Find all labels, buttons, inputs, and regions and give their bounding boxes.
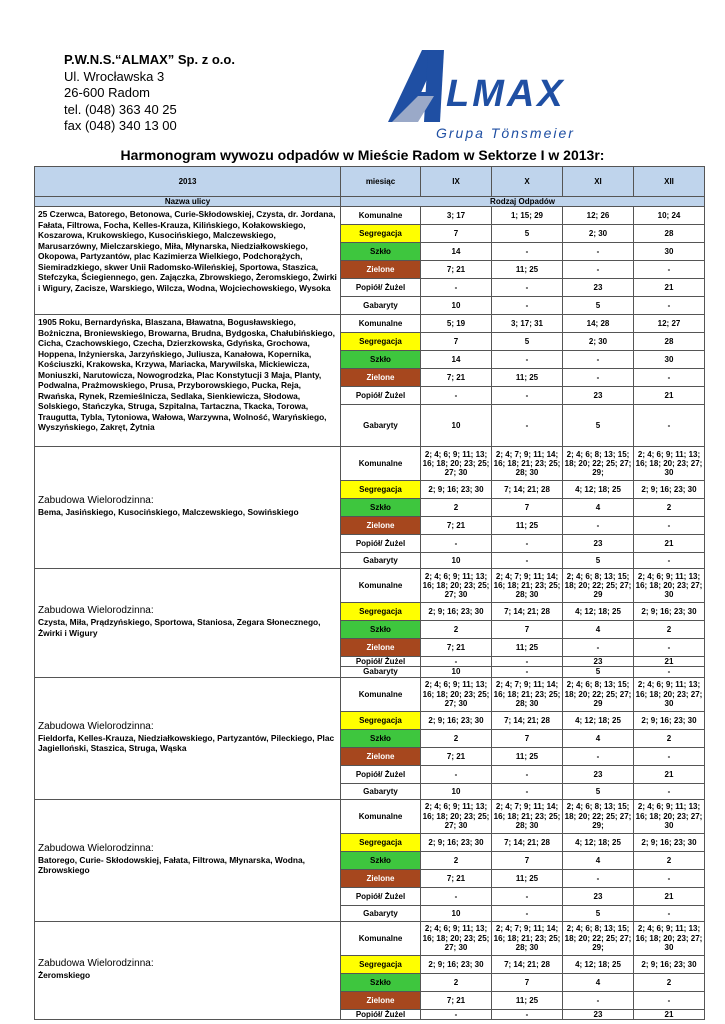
pickup-dates-cell: 11; 25 — [492, 369, 563, 387]
waste-type-cell: Komunalne — [341, 569, 421, 603]
pickup-dates-cell: 2; 4; 6; 8; 13; 15; 18; 20; 22; 25; 27; 29; — [563, 799, 634, 833]
pickup-dates-cell: 5 — [563, 783, 634, 799]
pickup-dates-cell: - — [421, 1009, 492, 1019]
pickup-dates-cell: - — [563, 261, 634, 279]
pickup-dates-cell: 23 — [563, 1009, 634, 1019]
pickup-dates-cell: - — [563, 243, 634, 261]
pickup-dates-cell: 7; 21 — [421, 747, 492, 765]
pickup-dates-cell: - — [634, 639, 705, 657]
pickup-dates-cell: - — [563, 517, 634, 535]
pickup-dates-cell: 7; 14; 21; 28 — [492, 833, 563, 851]
pickup-dates-cell: 21 — [634, 387, 705, 405]
waste-type-cell: Popiół/ Żużel — [341, 1009, 421, 1019]
pickup-dates-cell: - — [492, 279, 563, 297]
pickup-dates-cell: 12; 27 — [634, 315, 705, 333]
pickup-dates-cell: 7 — [492, 729, 563, 747]
pickup-dates-cell: 2 — [421, 499, 492, 517]
street-list: Bema, Jasińskiego, Kusocińskiego, Malczewskiego, Sowińskiego — [38, 507, 299, 518]
pickup-dates-cell: 28 — [634, 333, 705, 351]
pickup-dates-cell: 2; 9; 16; 23; 30 — [421, 603, 492, 621]
waste-type-cell: Komunalne — [341, 315, 421, 333]
waste-type-cell: Segregacja — [341, 603, 421, 621]
pickup-dates-cell: 11; 25 — [492, 261, 563, 279]
pickup-dates-cell: 2; 4; 6; 9; 11; 13; 16; 18; 20; 23; 27; 30 — [634, 677, 705, 711]
pickup-dates-cell: - — [563, 747, 634, 765]
waste-type-cell: Segregacja — [341, 225, 421, 243]
pickup-dates-cell: - — [492, 553, 563, 569]
schedule-row — [35, 921, 705, 955]
pickup-dates-cell: 4; 12; 18; 25 — [563, 603, 634, 621]
building-type-label: Zabudowa Wielorodzinna: — [38, 605, 154, 617]
street-list: Batorego, Curie- Skłodowskiej, Fałata, Filtrowa, Młynarska, Wodna, Zbrowskiego — [38, 854, 305, 876]
pickup-dates-cell: 2 — [421, 729, 492, 747]
schedule-row — [35, 207, 705, 225]
pickup-dates-cell: 2; 9; 16; 23; 30 — [634, 481, 705, 499]
pickup-dates-cell: 7 — [492, 851, 563, 869]
pickup-dates-cell: 10 — [421, 667, 492, 677]
pickup-dates-cell: 21 — [634, 887, 705, 905]
waste-type-cell: Zielone — [341, 991, 421, 1009]
pickup-dates-cell: - — [634, 783, 705, 799]
pickup-dates-cell: 2; 4; 6; 9; 11; 13; 16; 18; 20; 23; 27; 30 — [634, 447, 705, 481]
pickup-dates-cell: 14 — [421, 243, 492, 261]
pickup-dates-cell: 5 — [492, 333, 563, 351]
pickup-dates-cell: - — [492, 783, 563, 799]
street-list-cell — [35, 799, 341, 921]
pickup-dates-cell: 7 — [421, 333, 492, 351]
pickup-dates-cell: - — [421, 279, 492, 297]
pickup-dates-cell: 4 — [563, 729, 634, 747]
street-list-cell — [35, 677, 341, 799]
pickup-dates-cell: 2; 4; 6; 9; 11; 13; 16; 18; 20; 23; 27; 30 — [634, 921, 705, 955]
month-header: XII — [634, 167, 705, 197]
pickup-dates-cell: 5 — [563, 905, 634, 921]
pickup-dates-cell: 11; 25 — [492, 639, 563, 657]
logo-subtitle: Grupa Tönsmeier — [436, 125, 575, 141]
pickup-dates-cell: 2; 9; 16; 23; 30 — [634, 711, 705, 729]
pickup-dates-cell: 2; 4; 7; 9; 11; 14; 16; 18; 21; 23; 25; 28; 30 — [492, 799, 563, 833]
pickup-dates-cell: 3; 17 — [421, 207, 492, 225]
pickup-dates-cell: 2; 30 — [563, 225, 634, 243]
waste-type-cell: Gabaryty — [341, 405, 421, 447]
pickup-dates-cell: 2; 4; 6; 8; 13; 15; 18; 20; 22; 25; 27; 29 — [563, 569, 634, 603]
pickup-dates-cell: 4; 12; 18; 25 — [563, 833, 634, 851]
pickup-dates-cell: 2; 4; 7; 9; 11; 14; 16; 18; 21; 23; 25; 28; 30 — [492, 921, 563, 955]
company-city: 26-600 Radom — [64, 85, 150, 100]
pickup-dates-cell: 2; 4; 6; 8; 13; 15; 18; 20; 22; 25; 27; 29; — [563, 447, 634, 481]
document-title: Harmonogram wywozu odpadów w Mieście Radom w Sektorze I w 2013r: — [120, 147, 605, 163]
pickup-dates-cell: - — [563, 991, 634, 1009]
waste-type-cell: Szkło — [341, 243, 421, 261]
pickup-dates-cell: 2 — [634, 621, 705, 639]
logo-word: LMAX — [446, 73, 566, 115]
waste-type-cell: Szkło — [341, 729, 421, 747]
company-info — [64, 52, 235, 135]
waste-type-cell: Popiół/ Żużel — [341, 765, 421, 783]
pickup-dates-cell: 7; 21 — [421, 261, 492, 279]
pickup-dates-cell: - — [421, 887, 492, 905]
street-list: Żeromskiego — [38, 969, 91, 980]
street-list-cell: 25 Czerwca, Batorego, Betonowa, Curie-Skłodowskiej, Czysta, dr. Jordana, Fałata, Filtrowa, Focha, Kelles-Krauza, Kilińskiego, Kołakowskiego, Koszarowa, Krukowskiego, Kusocińskiego, Malczewskiego, Marusarzówny, Mielczarskiego, Miła, Młynarska, Niedziałkowskiego, Okopowa, Partyzantów, plac Kazimierza Wielkiego, Podchorążych, Siemiradzkiego, skwer Unii Radomsko-Wileńskiej, Sportowa, Staszica, Stefczyka, Ściegiennego, gen. Zajączka, Zbrowskiego, Żeromskiego, Żwirki i Wigury, Zacisze, Warskiego, Wilcza, Wodna, Wojciechowskiego, Wysoka — [35, 207, 341, 315]
street-list-cell — [35, 447, 341, 569]
pickup-dates-cell: 21 — [634, 535, 705, 553]
waste-type-cell: Zielone — [341, 517, 421, 535]
pickup-dates-cell: - — [634, 869, 705, 887]
pickup-dates-cell: 23 — [563, 765, 634, 783]
pickup-dates-cell: 5 — [563, 297, 634, 315]
schedule-table — [34, 166, 705, 1020]
waste-type-cell: Zielone — [341, 747, 421, 765]
pickup-dates-cell: 1; 15; 29 — [492, 207, 563, 225]
waste-type-cell: Komunalne — [341, 677, 421, 711]
schedule-row — [35, 315, 705, 333]
pickup-dates-cell: 5 — [563, 667, 634, 677]
pickup-dates-cell: 7 — [492, 499, 563, 517]
pickup-dates-cell: 21 — [634, 279, 705, 297]
schedule-row — [35, 799, 705, 833]
pickup-dates-cell: - — [563, 869, 634, 887]
pickup-dates-cell: 21 — [634, 765, 705, 783]
waste-type-cell: Szkło — [341, 351, 421, 369]
pickup-dates-cell: 4; 12; 18; 25 — [563, 711, 634, 729]
pickup-dates-cell: 11; 25 — [492, 747, 563, 765]
waste-type-cell: Gabaryty — [341, 783, 421, 799]
pickup-dates-cell: 30 — [634, 351, 705, 369]
pickup-dates-cell: - — [492, 1009, 563, 1019]
pickup-dates-cell: 2 — [634, 729, 705, 747]
waste-type-cell: Segregacja — [341, 833, 421, 851]
pickup-dates-cell: - — [492, 297, 563, 315]
pickup-dates-cell: 7 — [492, 621, 563, 639]
schedule-row — [35, 447, 705, 481]
pickup-dates-cell: - — [634, 297, 705, 315]
street-list-cell: 1905 Roku, Bernardyńska, Blaszana, Bławatna, Bogusławskiego, Bożniczna, Broniewskiego, Browarna, Brudna, Bydgoska, Chałubińskiego, Cicha, Czachowskiego, Czecha, Dzierzkowska, Gdyńska, Grochowa, Hoppena, Inżynierska, Jarzyńskiego, Juliusza, Kanałowa, Kopernika, Kościuszki, Krakowska, Krzywa, Mariacka, Marywilska, Mickiewicza, Moniuszki, Narutowicza, Nowogrodzka, Plac Konstytucji 3 Maja, Planty, Podwalna, Prażmowskiego, Prusa, Przyborowskiego, Pucka, Reja, Rwańska, Rynek, Rzemieślnicza, Sedlaka, Sienkiewicza, Słodowa, Solskiego, Stańczyka, Struga, Szpitalna, Tartaczna, Tkacka, Torowa, Traugutta, Tybla, Tytoniowa, Wałowa, Warzywna, Wolność, Waryńskiego, Wyszyńskiego, Zakręt, Żytnia — [35, 315, 341, 447]
pickup-dates-cell: 4 — [563, 973, 634, 991]
pickup-dates-cell: - — [563, 639, 634, 657]
pickup-dates-cell: 12; 26 — [563, 207, 634, 225]
pickup-dates-cell: 7; 14; 21; 28 — [492, 711, 563, 729]
pickup-dates-cell: 2 — [634, 851, 705, 869]
building-type-label: Zabudowa Wielorodzinna: — [38, 957, 154, 969]
pickup-dates-cell: 4 — [563, 621, 634, 639]
pickup-dates-cell: - — [634, 747, 705, 765]
waste-type-cell: Szkło — [341, 851, 421, 869]
waste-type-cell: Segregacja — [341, 333, 421, 351]
company-street: Ul. Wrocławska 3 — [64, 68, 165, 84]
pickup-dates-cell: 2; 9; 16; 23; 30 — [634, 603, 705, 621]
waste-type-cell: Gabaryty — [341, 553, 421, 569]
street-list: Czysta, Miła, Prądzyńskiego, Sportowa, Staniosa, Zegara Słonecznego, Żwirki i Wigury — [38, 617, 321, 638]
pickup-dates-cell: 4 — [563, 499, 634, 517]
pickup-dates-cell: 14 — [421, 351, 492, 369]
company-fax: fax (048) 340 13 00 — [64, 118, 177, 133]
pickup-dates-cell: - — [492, 387, 563, 405]
pickup-dates-cell: 30 — [634, 243, 705, 261]
waste-type-cell: Zielone — [341, 869, 421, 887]
pickup-dates-cell: 10 — [421, 553, 492, 569]
waste-type-cell: Segregacja — [341, 481, 421, 499]
schedule-row — [35, 569, 705, 603]
pickup-dates-cell: 2; 9; 16; 23; 30 — [421, 481, 492, 499]
waste-type-cell: Zielone — [341, 261, 421, 279]
waste-type-cell: Komunalne — [341, 447, 421, 481]
pickup-dates-cell: 2; 9; 16; 23; 30 — [634, 833, 705, 851]
pickup-dates-cell: 3; 17; 31 — [492, 315, 563, 333]
pickup-dates-cell: 2; 4; 7; 9; 11; 14; 16; 18; 21; 23; 25; 28; 30 — [492, 677, 563, 711]
pickup-dates-cell: 2; 9; 16; 23; 30 — [634, 955, 705, 973]
pickup-dates-cell: 2; 9; 16; 23; 30 — [421, 711, 492, 729]
pickup-dates-cell: 7 — [492, 973, 563, 991]
pickup-dates-cell: 4; 12; 18; 25 — [563, 481, 634, 499]
pickup-dates-cell: 2; 4; 6; 9; 11; 13; 16; 18; 20; 23; 25; 27; 30 — [421, 569, 492, 603]
pickup-dates-cell: 2; 4; 7; 9; 11; 14; 16; 18; 21; 23; 25; 28; 30 — [492, 569, 563, 603]
waste-type-cell: Gabaryty — [341, 297, 421, 315]
pickup-dates-cell: - — [563, 351, 634, 369]
pickup-dates-cell: 2; 4; 6; 9; 11; 13; 16; 18; 20; 23; 25; 27; 30 — [421, 677, 492, 711]
pickup-dates-cell: 28 — [634, 225, 705, 243]
waste-column-header: Rodzaj Odpadów — [341, 197, 705, 207]
waste-type-cell: Popiół/ Żużel — [341, 279, 421, 297]
pickup-dates-cell: - — [492, 351, 563, 369]
pickup-dates-cell: 2; 4; 6; 8; 13; 15; 18; 20; 22; 25; 27; 29; — [563, 921, 634, 955]
waste-type-cell: Zielone — [341, 369, 421, 387]
month-header: XI — [563, 167, 634, 197]
waste-type-cell: Popiół/ Żużel — [341, 387, 421, 405]
year-cell: 2013 — [35, 167, 341, 197]
pickup-dates-cell: - — [492, 535, 563, 553]
pickup-dates-cell: 7; 14; 21; 28 — [492, 481, 563, 499]
schedule-row — [35, 677, 705, 711]
street-list: Fieldorfa, Kelles-Krauza, Niedziałkowskiego, Partyzantów, Pileckiego, Plac Jagielloński, Staszica, Struga, Wąska — [38, 732, 335, 754]
pickup-dates-cell: 7 — [421, 225, 492, 243]
building-type-label: Zabudowa Wielorodzinna: — [38, 720, 154, 732]
pickup-dates-cell: 23 — [563, 387, 634, 405]
pickup-dates-cell: 5 — [563, 405, 634, 447]
pickup-dates-cell: - — [492, 887, 563, 905]
pickup-dates-cell: 2; 4; 6; 9; 11; 13; 16; 18; 20; 23; 27; 30 — [634, 569, 705, 603]
waste-type-cell: Popiół/ Żużel — [341, 535, 421, 553]
pickup-dates-cell: 23 — [563, 279, 634, 297]
building-type-label: Zabudowa Wielorodzinna: — [38, 495, 154, 507]
pickup-dates-cell: - — [492, 243, 563, 261]
pickup-dates-cell: 2 — [634, 973, 705, 991]
pickup-dates-cell: 2; 4; 6; 9; 11; 13; 16; 18; 20; 23; 25; 27; 30 — [421, 921, 492, 955]
pickup-dates-cell: 10 — [421, 905, 492, 921]
pickup-dates-cell: 5 — [563, 553, 634, 569]
pickup-dates-cell: 23 — [563, 657, 634, 667]
pickup-dates-cell: 7; 21 — [421, 639, 492, 657]
waste-type-cell: Gabaryty — [341, 667, 421, 677]
pickup-dates-cell: 11; 25 — [492, 517, 563, 535]
miesiac-cell: miesiąc — [341, 167, 421, 197]
street-list-cell — [35, 921, 341, 1019]
waste-type-cell: Segregacja — [341, 955, 421, 973]
pickup-dates-cell: 7; 21 — [421, 517, 492, 535]
pickup-dates-cell: - — [421, 765, 492, 783]
waste-type-cell: Szkło — [341, 499, 421, 517]
pickup-dates-cell: 2; 4; 6; 8; 13; 15; 18; 20; 22; 25; 27; 29 — [563, 677, 634, 711]
building-type-label: Zabudowa Wielorodzinna: — [38, 842, 154, 854]
pickup-dates-cell: 2 — [421, 973, 492, 991]
street-column-header: Nazwa ulicy — [35, 197, 341, 207]
pickup-dates-cell: 5; 19 — [421, 315, 492, 333]
pickup-dates-cell: 14; 28 — [563, 315, 634, 333]
waste-type-cell: Komunalne — [341, 207, 421, 225]
pickup-dates-cell: 7; 21 — [421, 369, 492, 387]
waste-type-cell: Komunalne — [341, 799, 421, 833]
pickup-dates-cell: - — [634, 667, 705, 677]
pickup-dates-cell: - — [492, 405, 563, 447]
pickup-dates-cell: - — [563, 369, 634, 387]
waste-type-cell: Szkło — [341, 621, 421, 639]
pickup-dates-cell: 2 — [421, 621, 492, 639]
pickup-dates-cell: 21 — [634, 657, 705, 667]
pickup-dates-cell: 10 — [421, 405, 492, 447]
waste-type-cell: Zielone — [341, 639, 421, 657]
pickup-dates-cell: - — [634, 905, 705, 921]
pickup-dates-cell: 2; 4; 7; 9; 11; 14; 16; 18; 21; 23; 25; 28; 30 — [492, 447, 563, 481]
waste-type-cell: Szkło — [341, 973, 421, 991]
pickup-dates-cell: 10 — [421, 297, 492, 315]
pickup-dates-cell: - — [634, 991, 705, 1009]
pickup-dates-cell: - — [421, 535, 492, 553]
pickup-dates-cell: - — [634, 369, 705, 387]
company-tel: tel. (048) 363 40 25 — [64, 101, 177, 117]
pickup-dates-cell: 2; 4; 6; 9; 11; 13; 16; 18; 20; 23; 25; 27; 30 — [421, 799, 492, 833]
pickup-dates-cell: - — [634, 517, 705, 535]
pickup-dates-cell: 2; 9; 16; 23; 30 — [421, 833, 492, 851]
waste-type-cell: Popiół/ Żużel — [341, 657, 421, 667]
pickup-dates-cell: - — [634, 405, 705, 447]
pickup-dates-cell: 2; 30 — [563, 333, 634, 351]
pickup-dates-cell: 2 — [634, 499, 705, 517]
pickup-dates-cell: - — [492, 657, 563, 667]
street-list-cell — [35, 569, 341, 677]
company-name: P.W.N.S.“ALMAX” Sp. z o.o. — [64, 52, 235, 67]
month-header: IX — [421, 167, 492, 197]
pickup-dates-cell: 4; 12; 18; 25 — [563, 955, 634, 973]
pickup-dates-cell: 2; 9; 16; 23; 30 — [421, 955, 492, 973]
pickup-dates-cell: 7; 21 — [421, 869, 492, 887]
pickup-dates-cell: - — [492, 765, 563, 783]
pickup-dates-cell: 7; 14; 21; 28 — [492, 955, 563, 973]
pickup-dates-cell: 2; 4; 6; 9; 11; 13; 16; 18; 20; 23; 25; 27; 30 — [421, 447, 492, 481]
pickup-dates-cell: 11; 25 — [492, 869, 563, 887]
pickup-dates-cell: 23 — [563, 887, 634, 905]
pickup-dates-cell: - — [421, 387, 492, 405]
pickup-dates-cell: - — [492, 667, 563, 677]
pickup-dates-cell: 7; 14; 21; 28 — [492, 603, 563, 621]
waste-type-cell: Segregacja — [341, 711, 421, 729]
waste-type-cell: Gabaryty — [341, 905, 421, 921]
pickup-dates-cell: - — [634, 261, 705, 279]
pickup-dates-cell: 4 — [563, 851, 634, 869]
pickup-dates-cell: 2; 4; 6; 9; 11; 13; 16; 18; 20; 23; 27; 30 — [634, 799, 705, 833]
pickup-dates-cell: 7; 21 — [421, 991, 492, 1009]
almax-logo — [388, 50, 600, 146]
month-header: X — [492, 167, 563, 197]
pickup-dates-cell: - — [492, 905, 563, 921]
pickup-dates-cell: 21 — [634, 1009, 705, 1019]
pickup-dates-cell: 23 — [563, 535, 634, 553]
waste-type-cell: Komunalne — [341, 921, 421, 955]
pickup-dates-cell: 2 — [421, 851, 492, 869]
pickup-dates-cell: 11; 25 — [492, 991, 563, 1009]
waste-type-cell: Popiół/ Żużel — [341, 887, 421, 905]
pickup-dates-cell: 10; 24 — [634, 207, 705, 225]
pickup-dates-cell: - — [634, 553, 705, 569]
pickup-dates-cell: 10 — [421, 783, 492, 799]
pickup-dates-cell: 5 — [492, 225, 563, 243]
pickup-dates-cell: - — [421, 657, 492, 667]
